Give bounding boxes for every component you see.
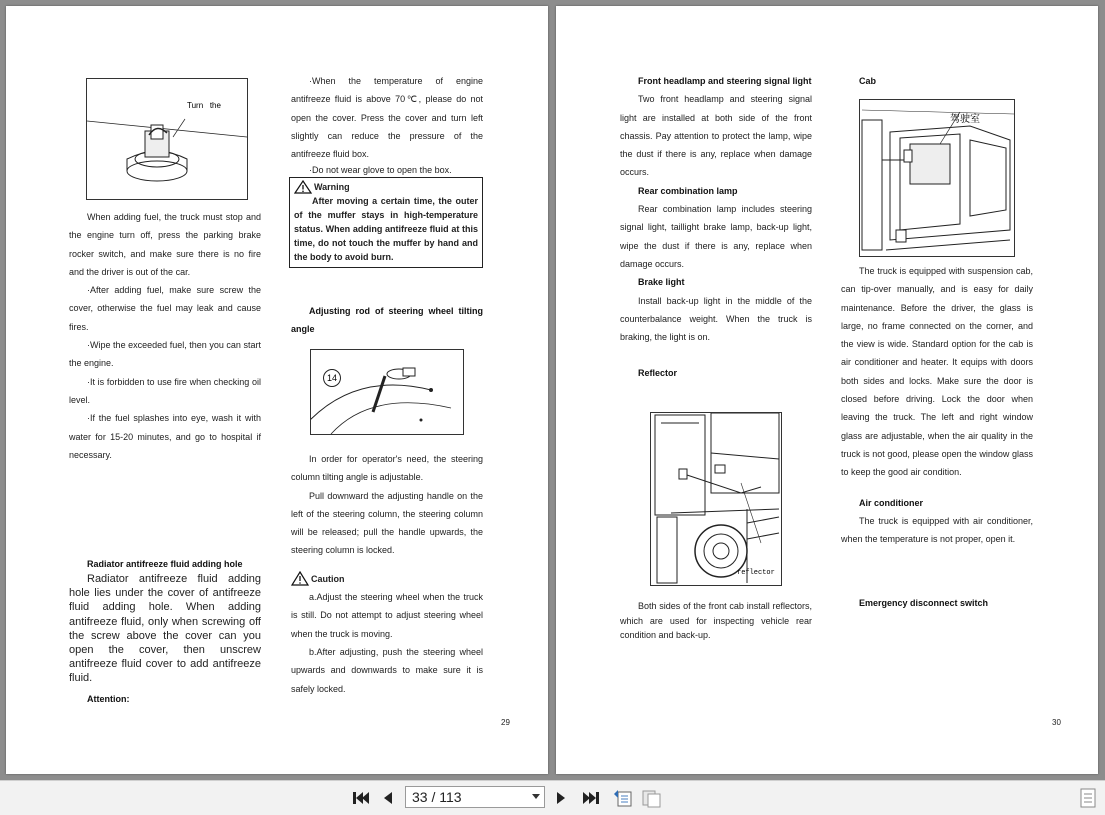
radiator-heading: Radiator antifreeze fluid adding hole <box>87 559 243 569</box>
next-page-icon <box>556 790 568 806</box>
next-page-button[interactable] <box>553 787 571 809</box>
ac-body: The truck is equipped with air conditioner, when the temperature is not proper, open it. <box>841 515 1033 545</box>
last-page-button[interactable] <box>580 787 602 809</box>
radiator-section <box>69 556 261 708</box>
document-page-right <box>556 6 1098 774</box>
caution-triangle-icon <box>291 571 309 586</box>
attention-label: Attention: <box>87 693 130 704</box>
page-selector[interactable] <box>405 786 545 808</box>
antifreeze-paragraph: ·When the temperature of engine antifreeze fluid is above 70℃, please do not open the cover. Press the cover and turn left slightly can reduce the pressure of the antifreeze fluid box. <box>291 76 483 160</box>
cab-figure <box>859 99 1015 257</box>
steering-column-drawing <box>311 350 463 434</box>
caution-item-b: b.After adjusting, push the steering wheel upwards and downwards to make sure it is safely locked. <box>291 646 483 694</box>
fuel-paragraph-2: ·After adding fuel, make sure screw the cover, otherwise the fuel may leak and cause fires. <box>69 285 261 332</box>
right-page-column-1 <box>620 72 812 383</box>
left-page-column-2 <box>291 72 483 270</box>
reflector-body: Both sides of the front cab install reflectors, which are used for inspecting vehicle rear condition and back-up. <box>620 601 812 640</box>
emergency-switch-heading: Emergency disconnect switch <box>859 598 989 609</box>
steering-tilt-section <box>291 302 483 339</box>
page-number-right: 30 <box>1052 718 1061 727</box>
caution-header <box>291 570 483 588</box>
ac-heading: Air conditioner <box>859 497 924 508</box>
warning-box <box>289 177 483 268</box>
brake-light-heading: Brake light <box>638 277 685 288</box>
menu-icon <box>1080 788 1096 808</box>
reflector-figure <box>650 412 782 586</box>
cab-drawing <box>860 100 1014 256</box>
left-page-column-1 <box>69 208 261 464</box>
turn-label: Turn the <box>187 101 221 110</box>
fuel-cap-figure <box>86 78 248 200</box>
menu-button[interactable] <box>1078 787 1098 809</box>
page-number-left: 29 <box>501 718 510 727</box>
viewer-toolbar <box>0 780 1105 815</box>
fuel-paragraph-1: When adding fuel, the truck must stop and the engine turn off, press the parking brake rocker switch, and make sure there is no fire and the driver is out of the car. <box>69 212 261 277</box>
fuel-cap-drawing <box>87 79 247 199</box>
warning-triangle-icon <box>294 180 312 194</box>
single-page-view-button[interactable] <box>640 787 662 809</box>
reflector-heading: Reflector <box>638 368 678 379</box>
single-page-icon <box>641 788 661 808</box>
warning-title: Warning <box>314 182 350 193</box>
first-page-icon <box>352 790 370 806</box>
dropdown-arrow-icon <box>532 794 540 799</box>
steering-tilt-heading: Adjusting rod of steering wheel tilting angle <box>291 306 483 335</box>
previous-page-icon <box>381 790 393 806</box>
previous-page-button[interactable] <box>378 787 396 809</box>
thumbnails-icon <box>613 788 633 808</box>
fuel-paragraph-4: ·It is forbidden to use fire when checking oil level. <box>69 376 261 405</box>
document-page-left <box>6 6 548 774</box>
last-page-icon <box>582 790 600 806</box>
rear-lamp-body: Rear combination lamp includes steering signal light, taillight brake lamp, back-up light, wipe the dust if there is any, replace when damage occurs. <box>620 204 812 269</box>
radiator-body: Radiator antifreeze fluid adding hole lies under the cover of antifreeze fluid adding hole. When adding antifreeze fluid, only when screwing off the screw above the cover can you open the cover, then unscrew antifreeze fluid cover to add antifreeze fluid. <box>69 573 261 685</box>
brake-light-body: Install back-up light in the middle of the counterbalance weight. When the truck is braking, the light is on. <box>620 295 812 343</box>
glove-paragraph: ·Do not wear glove to open the box. <box>309 165 452 176</box>
caution-title: Caution <box>311 573 345 584</box>
figure-number-badge: 14 <box>323 369 341 387</box>
headlamp-body: Two front headlamp and steering signal light are installed at both side of the front chassis. Pay attention to protect the lamp, wipe the dust if there is any, replace when damage occurs. <box>620 94 812 178</box>
tilt-paragraph-2: Pull downward the adjusting handle on the left of the steering column, the steering column will be released; pull the handle upwards, the steering column is locked. <box>291 490 483 556</box>
headlamp-heading: Front headlamp and steering signal light <box>638 76 812 86</box>
reflector-text <box>620 599 812 643</box>
rear-lamp-heading: Rear combination lamp <box>638 185 738 196</box>
reflector-truck-drawing <box>651 413 781 585</box>
cab-heading: Cab <box>859 76 877 86</box>
right-page-column-2 <box>841 72 1033 90</box>
first-page-button[interactable] <box>350 787 372 809</box>
cab-body: The truck is equipped with suspension cab, can tip-over manually, and is easy for daily maintenance. Before the driver, the glass is large, no frame connected on the corner, and the view is wide. Standard option for the cab is air conditioner and heater. It equips with doors both sides and locks. Make sure the door is closed before driving. Lock the door when leaving the truck. The left and right window glass are adjustable, when the air quality in the truck is not good, please open the window glass to keep the good air condition. <box>841 266 1033 478</box>
page-indicator[interactable]: 33 / 113 <box>412 789 462 805</box>
steering-tilt-figure <box>310 349 464 435</box>
tilt-paragraph-1: In order for operator's need, the steering column tilting angle is adjustable. <box>291 454 483 483</box>
caution-item-a: a.Adjust the steering wheel when the truck is still. Do not attempt to adjust steering wheel when the truck is moving. <box>291 592 483 639</box>
fuel-paragraph-5: ·If the fuel splashes into eye, wash it with water for 15-20 minutes, and go to hospital if necessary. <box>69 413 261 460</box>
warning-body: After moving a certain time, the outer of the muffer stays in high-temperature status. When adding antifreeze fluid at this time, do not touch the muffer by hand and the body to avoid burn. <box>294 196 478 263</box>
thumbnails-button[interactable] <box>612 787 634 809</box>
fuel-paragraph-3: ·Wipe the exceeded fuel, then you can start the engine. <box>69 340 261 369</box>
cab-text <box>841 262 1033 613</box>
reflector-label: reflector <box>737 569 775 577</box>
cab-figure-label: 驾驶室 <box>950 114 980 125</box>
steering-tilt-text <box>291 450 483 698</box>
